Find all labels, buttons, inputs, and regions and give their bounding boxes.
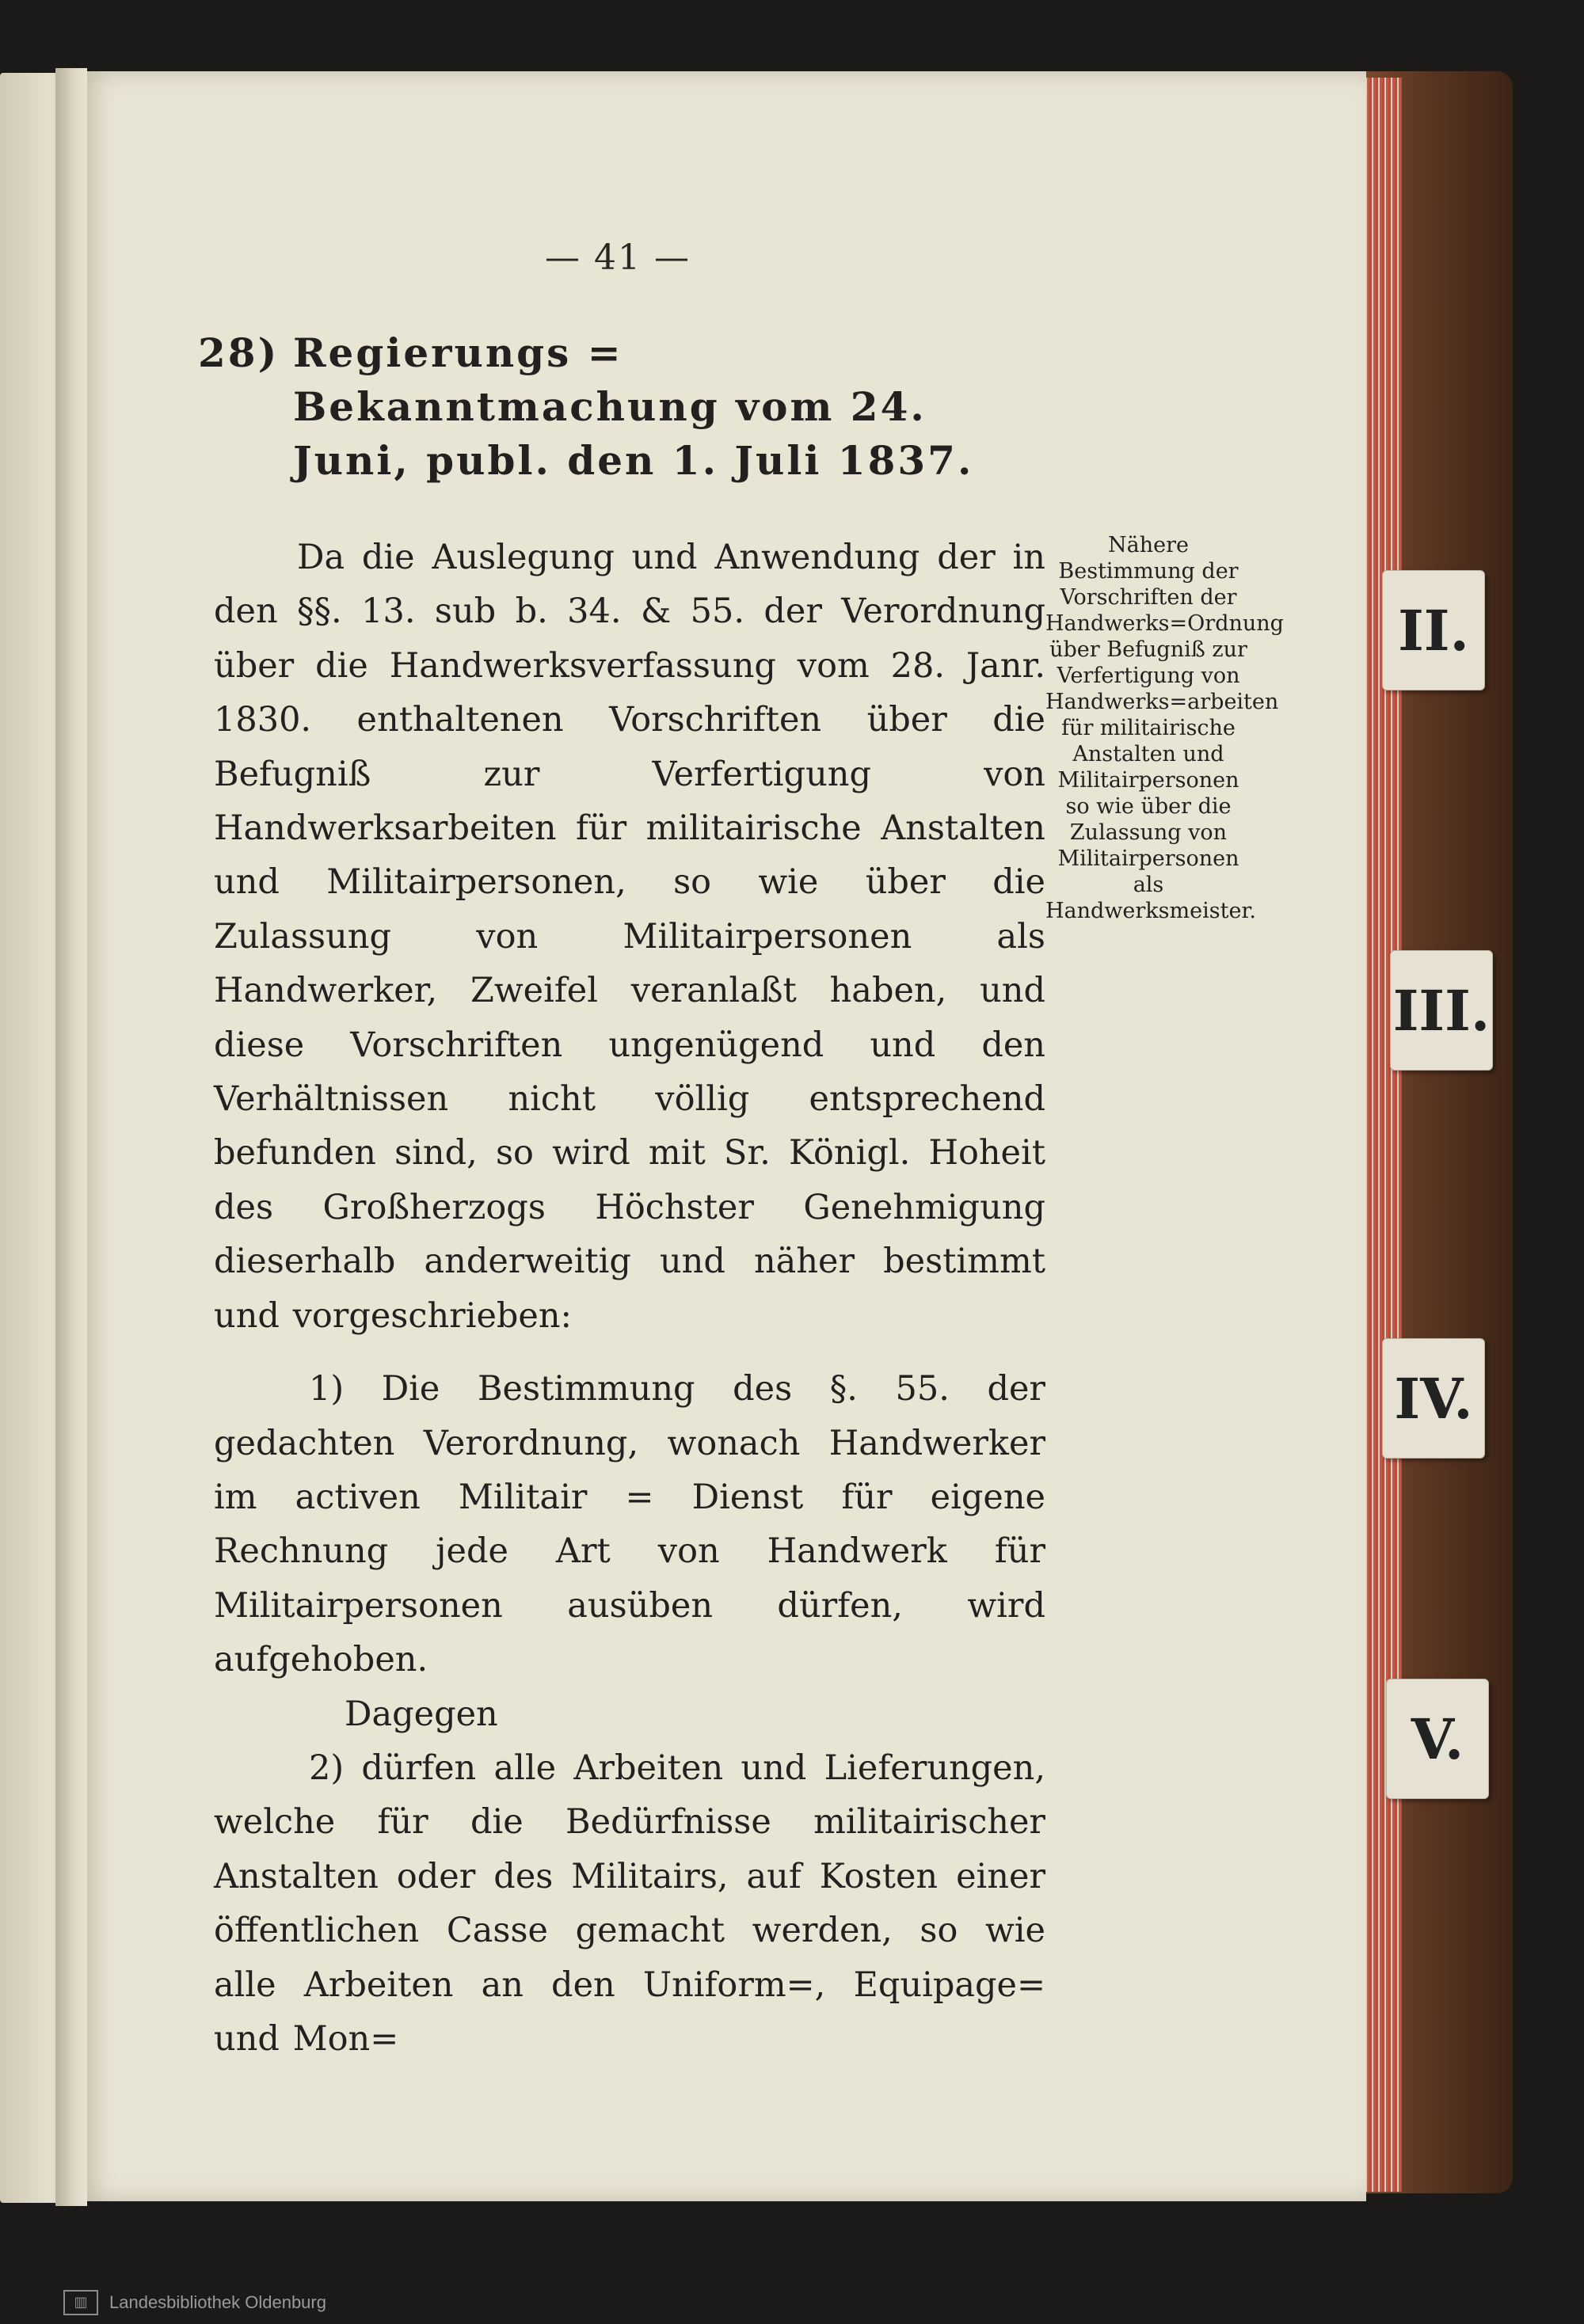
body-text	[214, 531, 1045, 2066]
thumb-tab-2[interactable]: II.	[1382, 570, 1485, 690]
paragraph-item-2: 2) dürfen alle Arbeiten und Lieferungen, welche für die Bedürfnisse militairischer Anstalten oder des Militairs, auf Kosten einer öffentlichen Casse gemacht werden, so wie alle Arbeiten an den Uniform=, Equipage= und Mon=	[214, 1748, 1045, 2059]
thumb-tab-5[interactable]: V.	[1386, 1679, 1489, 1799]
heading-number: 28)	[198, 329, 280, 376]
heading-text: Regierungs = Bekanntmachung vom 24. Juni, publ. den 1. Juli 1837.	[293, 329, 974, 484]
footer-bar	[0, 2280, 1584, 2324]
section-heading	[198, 326, 1038, 488]
library-label: Landesbibliothek Oldenburg	[109, 2292, 326, 2312]
book-gutter	[55, 68, 87, 2206]
thumb-tab-3[interactable]: III.	[1390, 950, 1493, 1071]
paragraph-item-1: 1) Die Bestimmung des §. 55. der gedachten Verordnung, wonach Handwerker im activen Militair = Dienst für eigene Rechnung jede Art von Handwerk für Militairpersonen ausüben dürfen, wird aufgehoben.	[214, 1369, 1045, 1680]
page-number: — 41 —	[545, 238, 691, 278]
paragraph-intro: Da die Auslegung und Anwendung der in den §§. 13. sub b. 34. & 55. der Verordnung über die Handwerksverfassung vom 28. Janr. 1830. enthaltenen Vorschriften über die Befugniß zur Verfertigung von Handwerksarbeiten für militairische Anstalten und Militairpersonen, so wie über die Zulassung von Militairpersonen als Handwerker, Zweifel veranlaßt haben, und diese Vorschriften ungenügend und den Verhältnissen nicht völlig entsprechend befunden sind, so wird mit Sr. Königl. Hoheit des Großherzogs Höchster Genehmigung dieserhalb anderweitig und näher bestimmt und vorgeschrieben:	[214, 538, 1045, 1336]
thumb-tab-4[interactable]: IV.	[1382, 1338, 1485, 1459]
library-logo-icon: ▥	[63, 2290, 98, 2315]
marginal-note: Nähere Bestimmung der Vorschriften der Handwerks=Ordnung über Befugniß zur Verfertigung von Handwerks=arbeiten für militairische Anstalten und Militairpersonen so wie über die Zulassung von Militairpersonen als Handwerksmeister.	[1045, 533, 1284, 923]
paragraph-dagegen: Dagegen	[345, 1694, 498, 1734]
